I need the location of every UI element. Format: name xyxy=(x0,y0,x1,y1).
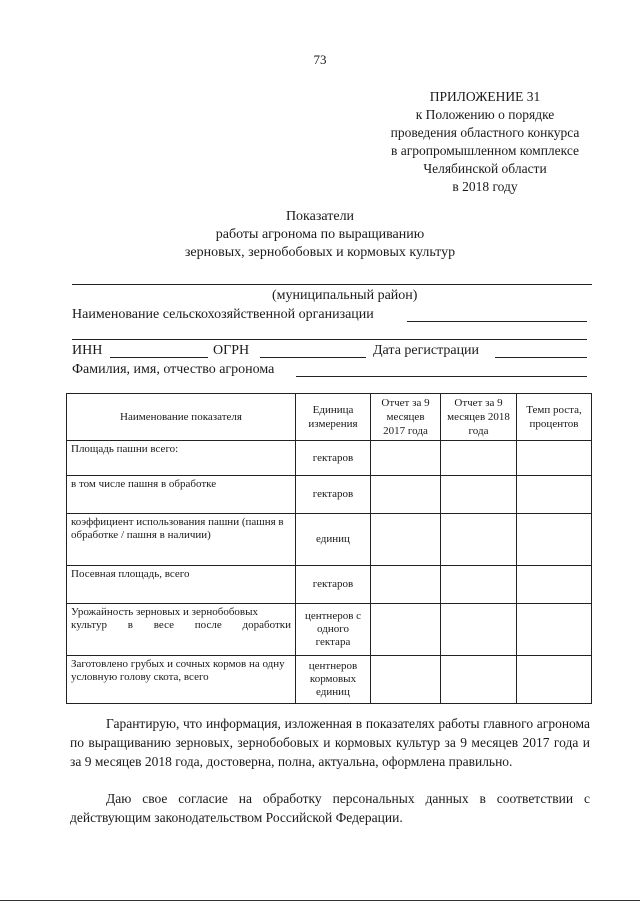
indicator-name: Урожайность зерновых и зернобобовых культур в весе после доработки xyxy=(67,604,296,656)
growth-rate-cell[interactable] xyxy=(517,441,592,476)
value-2018-cell[interactable] xyxy=(441,441,517,476)
ogrn-field[interactable] xyxy=(260,357,366,358)
table-row xyxy=(67,566,592,604)
agronomist-label: Фамилия, имя, отчество агронома xyxy=(72,362,275,377)
header-report-2017: Отчет за 9 месяцев 2017 года xyxy=(371,394,441,441)
ogrn-label: ОГРН xyxy=(213,343,250,358)
municipal-district-line[interactable] xyxy=(72,284,592,285)
registration-date-field[interactable] xyxy=(495,357,587,358)
appendix-line: в 2018 году xyxy=(452,179,518,194)
consent-paragraph xyxy=(70,789,590,827)
page-bottom-border xyxy=(0,900,640,901)
indicator-unit: центнеров кормовых единиц xyxy=(296,656,371,704)
value-2018-cell[interactable] xyxy=(441,604,517,656)
value-2018-cell[interactable] xyxy=(441,476,517,514)
indicator-unit: гектаров xyxy=(296,566,371,604)
indicator-unit: центнеров с одного гектара xyxy=(296,604,371,656)
municipal-district-label: (муниципальный район) xyxy=(272,288,418,303)
organization-field-cont[interactable] xyxy=(72,339,587,340)
header-growth-rate: Темп роста, процентов xyxy=(517,394,592,441)
indicator-name: в том числе пашня в обработке xyxy=(67,476,296,514)
document-title xyxy=(0,208,640,262)
value-2018-cell[interactable] xyxy=(441,656,517,704)
consent-text: Даю свое согласие на обработку персональных данных в соответствии с действующим законодательством Российской Федерации. xyxy=(70,791,590,825)
growth-rate-cell[interactable] xyxy=(517,514,592,566)
appendix-line: проведения областного конкурса xyxy=(390,125,580,140)
growth-rate-cell[interactable] xyxy=(517,604,592,656)
registration-date-label: Дата регистрации xyxy=(373,343,480,358)
indicator-name: коэффициент использования пашни (пашня в обработке / пашня в наличии) xyxy=(67,514,296,566)
table-row xyxy=(67,476,592,514)
indicator-unit: гектаров xyxy=(296,441,371,476)
page-number: 73 xyxy=(313,52,327,67)
table-header-row xyxy=(67,394,592,441)
title-line: Показатели xyxy=(285,209,355,224)
indicator-unit: единиц xyxy=(296,514,371,566)
growth-rate-cell[interactable] xyxy=(517,656,592,704)
organization-field[interactable] xyxy=(407,321,587,322)
title-line: зерновых, зернобобовых и кормовых культур xyxy=(184,245,456,260)
header-indicator-name: Наименование показателя xyxy=(67,394,296,441)
appendix-line: Челябинской области xyxy=(423,161,547,176)
appendix-header xyxy=(360,88,610,196)
indicator-name: Площадь пашни всего: xyxy=(67,441,296,476)
indicator-unit: гектаров xyxy=(296,476,371,514)
appendix-line: ПРИЛОЖЕНИЕ 31 xyxy=(429,89,541,104)
indicator-name: Заготовлено грубых и сочных кормов на одну условную голову скота, всего xyxy=(67,656,296,704)
value-2018-cell[interactable] xyxy=(441,514,517,566)
table-row xyxy=(67,441,592,476)
value-2017-cell[interactable] xyxy=(371,656,441,704)
header-report-2018: Отчет за 9 месяцев 2018 года xyxy=(441,394,517,441)
inn-label: ИНН xyxy=(72,343,103,358)
value-2017-cell[interactable] xyxy=(371,604,441,656)
appendix-line: в агропромышленном комплексе xyxy=(390,143,580,158)
indicators-table xyxy=(66,393,592,704)
inn-field[interactable] xyxy=(110,357,208,358)
value-2017-cell[interactable] xyxy=(371,566,441,604)
growth-rate-cell[interactable] xyxy=(517,566,592,604)
table-row xyxy=(67,514,592,566)
value-2017-cell[interactable] xyxy=(371,476,441,514)
growth-rate-cell[interactable] xyxy=(517,476,592,514)
table-row xyxy=(67,656,592,704)
value-2018-cell[interactable] xyxy=(441,566,517,604)
value-2017-cell[interactable] xyxy=(371,514,441,566)
table-row xyxy=(67,604,592,656)
organization-label: Наименование сельскохозяйственной организации xyxy=(72,307,374,322)
guarantee-text: Гарантирую, что информация, изложенная в показателях работы главного агронома по выращиванию зерновых, зернобобовых и кормовых культур за 9 месяцев 2017 года и за 9 месяцев 2018 года, достоверна, полна, актуальна, оформлена правильно. xyxy=(70,716,590,769)
title-line: работы агронома по выращиванию xyxy=(215,227,425,242)
header-unit: Единица измерения xyxy=(296,394,371,441)
value-2017-cell[interactable] xyxy=(371,441,441,476)
indicator-name: Посевная площадь, всего xyxy=(67,566,296,604)
guarantee-paragraph xyxy=(70,714,590,771)
agronomist-field[interactable] xyxy=(296,376,587,377)
appendix-line: к Положению о порядке xyxy=(415,107,555,122)
